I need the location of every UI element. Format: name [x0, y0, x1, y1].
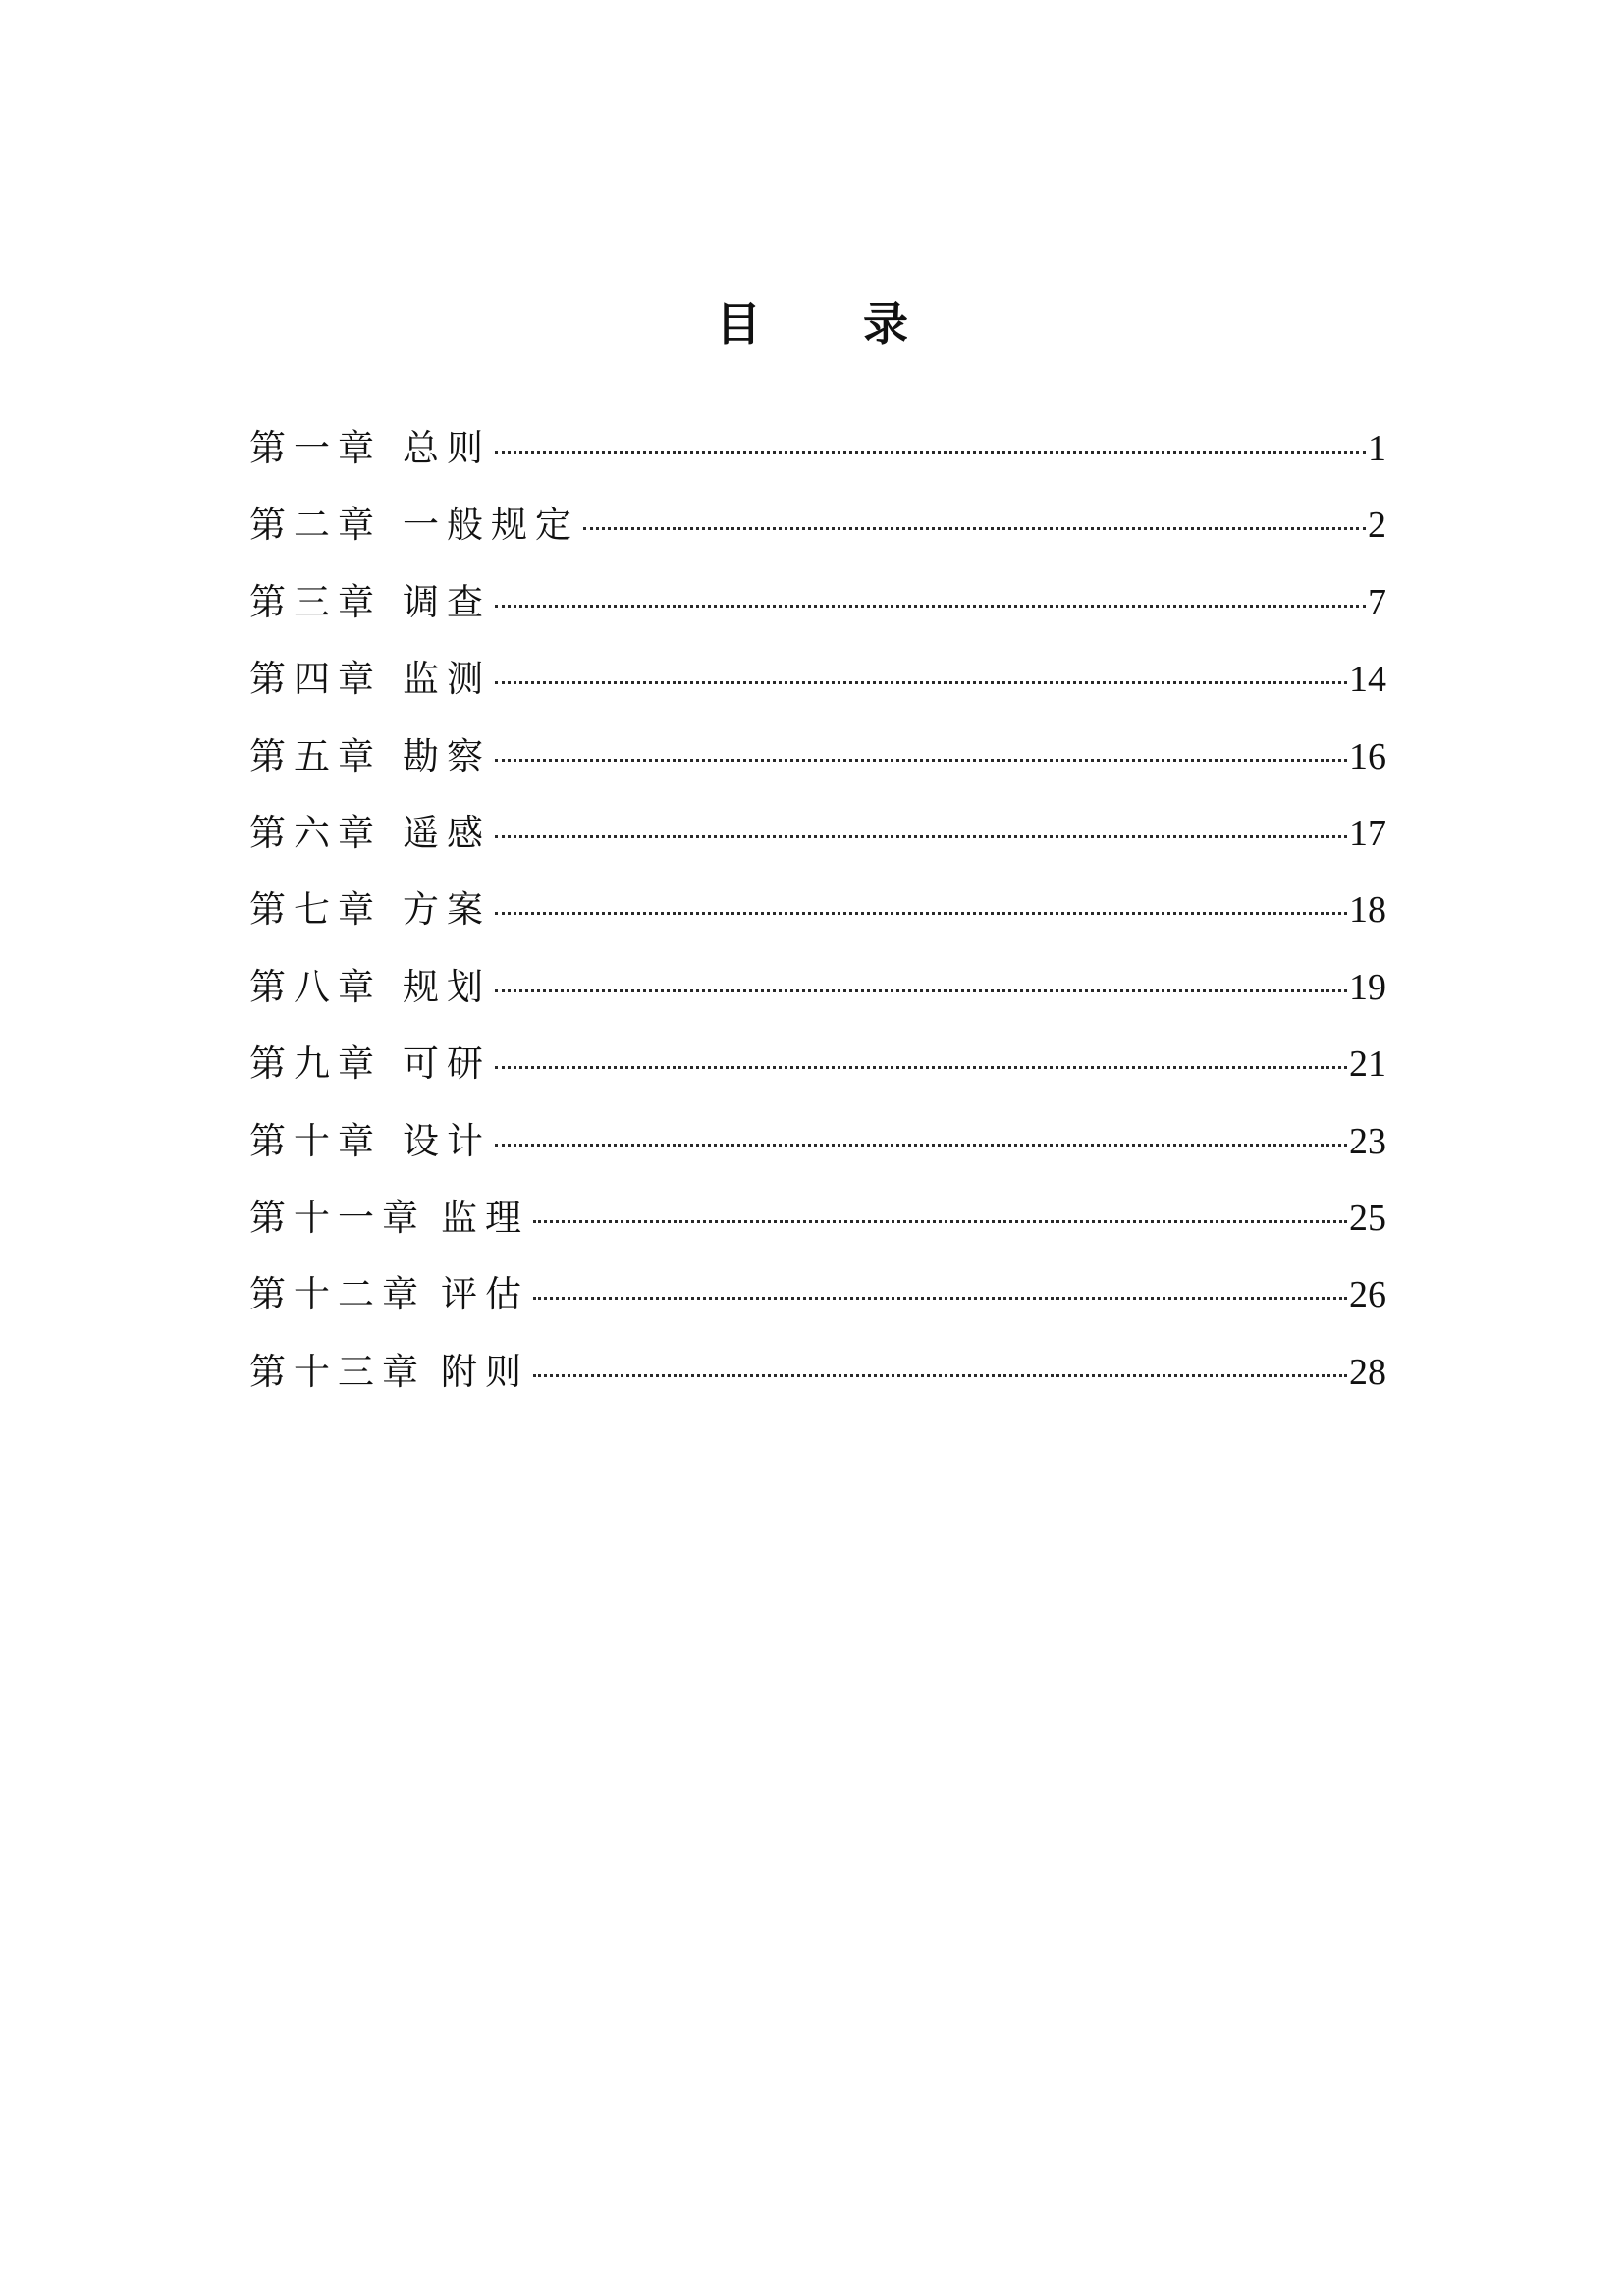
toc-title: 目 录 [715, 297, 951, 350]
toc-chapter-name: 附则 [441, 1350, 529, 1393]
toc-entry[interactable] [249, 1265, 1386, 1342]
toc-chapter-number: 第二章 [249, 504, 382, 547]
toc-chapter-name: 规划 [403, 965, 491, 1008]
toc-chapter-name: 调查 [403, 580, 491, 623]
toc-dot-leader [495, 605, 1366, 608]
toc-page-number: 16 [1349, 735, 1386, 777]
toc-dot-leader [495, 759, 1347, 762]
toc-page-number: 14 [1349, 659, 1386, 701]
toc-dot-leader [495, 989, 1347, 992]
toc-page-number: 1 [1368, 428, 1386, 469]
toc-page-number: 26 [1349, 1274, 1386, 1316]
toc-entry[interactable] [249, 727, 1386, 804]
toc-entry[interactable] [249, 1112, 1386, 1189]
toc-page-number: 2 [1368, 505, 1386, 547]
toc-dot-leader [533, 1220, 1347, 1223]
toc-chapter-number: 第十三章 [249, 1350, 426, 1393]
toc-chapter-number: 第三章 [249, 580, 382, 623]
toc-entry[interactable] [249, 573, 1386, 650]
toc-dot-leader [495, 451, 1366, 454]
toc-chapter-number: 第十一章 [249, 1196, 426, 1239]
toc-page-number: 23 [1349, 1120, 1386, 1162]
toc-chapter-name: 勘察 [403, 734, 491, 777]
toc-page-number: 25 [1349, 1197, 1386, 1239]
toc-entry[interactable] [249, 419, 1386, 496]
toc-entry[interactable] [249, 881, 1386, 957]
toc-dot-leader [495, 912, 1347, 915]
toc-entry[interactable] [249, 1189, 1386, 1265]
toc-entry[interactable] [249, 496, 1386, 572]
toc-dot-leader [495, 835, 1347, 838]
toc-entry[interactable] [249, 958, 1386, 1035]
toc-page-number: 21 [1349, 1043, 1386, 1086]
toc-dot-leader [583, 527, 1366, 530]
toc-page-number: 7 [1368, 581, 1386, 623]
toc-entry[interactable] [249, 1343, 1386, 1419]
toc-chapter-name: 可研 [403, 1042, 491, 1086]
toc-chapter-name: 一般规定 [403, 504, 579, 547]
toc-chapter-name: 评估 [441, 1273, 529, 1316]
toc-chapter-number: 第七章 [249, 888, 382, 932]
toc-page-number: 28 [1349, 1351, 1386, 1393]
toc-chapter-number: 第一章 [249, 427, 382, 469]
toc-chapter-name: 总则 [403, 427, 491, 469]
toc-page-number: 18 [1349, 889, 1386, 932]
toc-entry[interactable] [249, 650, 1386, 726]
toc-chapter-name: 监测 [403, 658, 491, 701]
toc-chapter-number: 第八章 [249, 965, 382, 1008]
toc-chapter-name: 监理 [441, 1196, 529, 1239]
toc-dot-leader [533, 1374, 1347, 1377]
toc-chapter-number: 第六章 [249, 811, 382, 854]
toc-chapter-number: 第十章 [249, 1119, 382, 1162]
toc-chapter-name: 设计 [403, 1119, 491, 1162]
toc-dot-leader [495, 1144, 1347, 1147]
toc-dot-leader [495, 1066, 1347, 1069]
toc-entry[interactable] [249, 804, 1386, 881]
toc-chapter-number: 第四章 [249, 658, 382, 701]
toc-entry[interactable] [249, 1035, 1386, 1111]
toc-list [249, 419, 1386, 1419]
toc-chapter-name: 方案 [403, 888, 491, 932]
toc-chapter-name: 遥感 [403, 811, 491, 854]
toc-dot-leader [533, 1297, 1347, 1300]
toc-chapter-number: 第十二章 [249, 1273, 426, 1316]
toc-page-number: 19 [1349, 966, 1386, 1008]
toc-dot-leader [495, 681, 1347, 684]
toc-page-number: 17 [1349, 812, 1386, 854]
toc-chapter-number: 第五章 [249, 734, 382, 777]
toc-chapter-number: 第九章 [249, 1042, 382, 1086]
